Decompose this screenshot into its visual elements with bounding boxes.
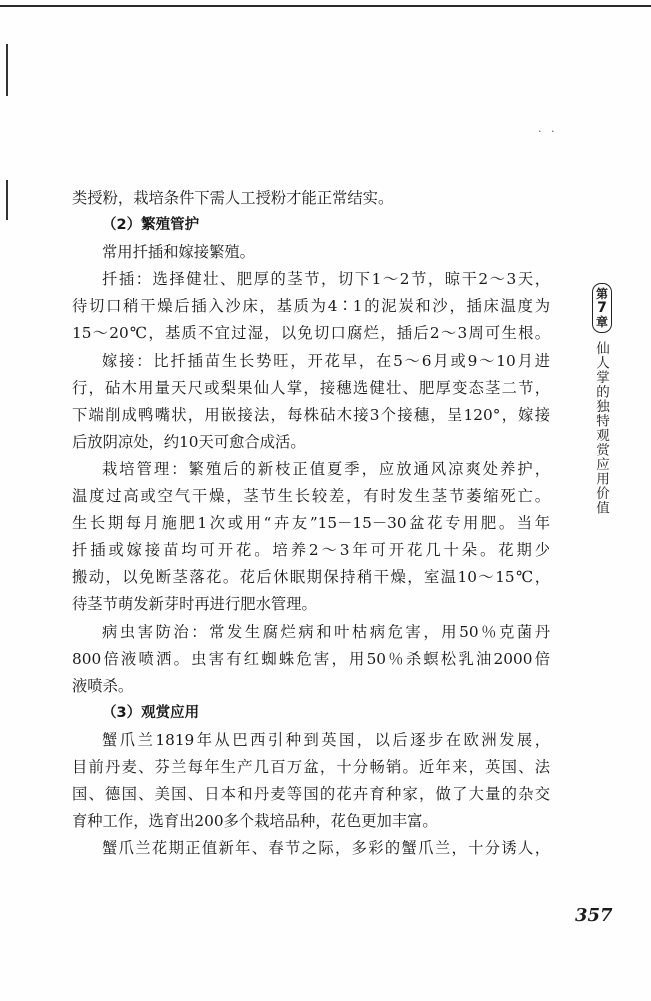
text-line: 育种工作，选育出200多个栽培品种，花色更加丰富。 <box>72 812 438 831</box>
text-line: 扦插或嫁接苗均可开花。培养2～3年可开花几十朵。花期少 <box>72 541 550 560</box>
text-line: 蟹爪兰花期正值新年、春节之际，多彩的蟹爪兰，十分诱人， <box>102 839 550 858</box>
text-line: 嫁接：比扦插苗生长势旺，开花早，在5～6月或9～10月进 <box>102 351 550 370</box>
chapter-side-tab <box>592 283 614 515</box>
text-line: 下端削成鸭嘴状，用嵌接法，每株砧木接3个接穗，呈120°，嫁接 <box>72 405 550 424</box>
text-line: 蟹爪兰1819年从巴西引种到英国，以后逐步在欧洲发展， <box>102 730 550 749</box>
text-line: 800倍液喷洒。虫害有红蜘蛛危害，用50％杀螟松乳油2000倍 <box>72 649 550 668</box>
text-line: 类授粉，栽培条件下需人工授粉才能正常结实。 <box>72 189 394 207</box>
chapter-badge <box>592 283 612 333</box>
section-heading: （2）繁殖管护 <box>102 217 200 234</box>
body-text <box>72 185 550 862</box>
text-line: 目前丹麦、芬兰每年生产几百万盆，十分畅销。近年来，英国、法 <box>72 757 550 776</box>
text-line: 搬动，以免断茎落花。花后休眠期保持稍干燥，室温10～15℃， <box>72 568 550 587</box>
text-line: 温度过高或空气干燥，茎节生长较差，有时发生茎节萎缩死亡。 <box>72 487 550 506</box>
chapter-suffix: 章 <box>595 315 608 329</box>
text-line: 液喷杀。 <box>72 676 134 695</box>
chapter-number: 7 <box>597 300 607 316</box>
text-line: 后放阴凉处，约10天可愈合成活。 <box>72 432 306 451</box>
text-line: 15～20℃，基质不宜过湿，以免切口腐烂，插后2～3周可生根。 <box>72 324 550 343</box>
text-line: 常用扦插和嫁接繁殖。 <box>102 243 255 262</box>
section-heading: （3）观赏应用 <box>102 704 200 721</box>
text-line: 生长期每月施肥1次或用“卉友”15－15－30盆花专用肥。当年 <box>72 514 550 533</box>
text-line: 病虫害防治：常发生腐烂病和叶枯病危害，用50％克菌丹 <box>102 622 550 641</box>
text-line: 待切口稍干燥后插入沙床，基质为4∶1的泥炭和沙，插床温度为 <box>72 297 550 316</box>
scan-dots: . . <box>538 122 558 135</box>
binding-mark <box>6 44 8 96</box>
page-number: 357 <box>575 905 613 926</box>
binding-mark <box>6 180 8 220</box>
text-line: 行，砧木用量天尺或梨果仙人掌，接穗选健壮、肥厚变态茎二节， <box>72 378 550 397</box>
top-border-rule <box>0 5 651 7</box>
text-line: 待茎节萌发新芽时再进行肥水管理。 <box>72 595 317 614</box>
chapter-prefix: 第 <box>595 287 608 301</box>
text-line: 国、德国、美国、日本和丹麦等国的花卉育种家，做了大量的杂交 <box>72 785 550 804</box>
text-line: 栽培管理：繁殖后的新枝正值夏季，应放通风凉爽处养护， <box>102 459 550 478</box>
chapter-title: 仙人掌的独特观赏应用价值 <box>593 341 609 515</box>
text-line: 扦插：选择健壮、肥厚的茎节，切下1～2节，晾干2～3天， <box>102 270 550 289</box>
